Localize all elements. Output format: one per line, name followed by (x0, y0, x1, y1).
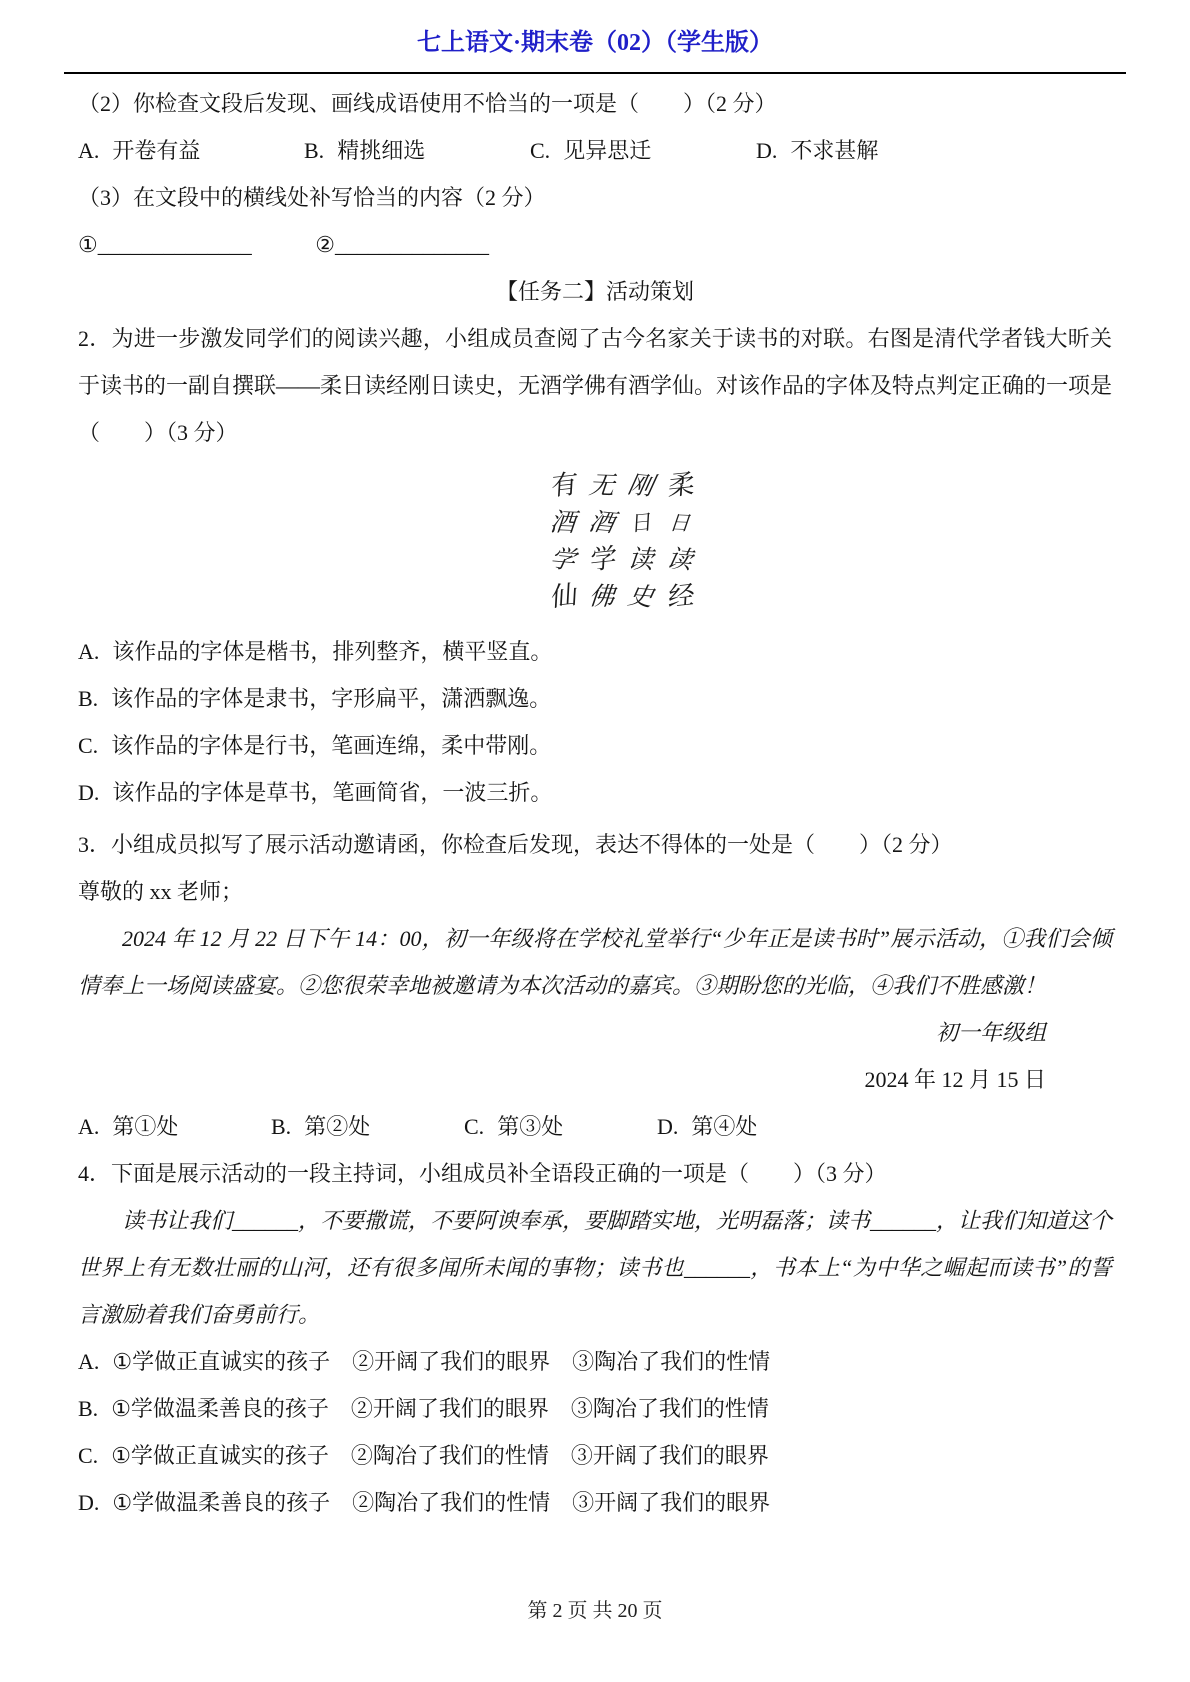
blank-label: ② (315, 232, 335, 257)
calligraphy-char: 有 (546, 469, 579, 503)
option-text: 不求甚解 (790, 138, 879, 163)
option-text: ①学做正直诚实的孩子 ②开阔了我们的眼界 ③陶冶了我们的性情 (112, 1349, 771, 1374)
q4-option-c (78, 1432, 1112, 1479)
q3-stem: 3．小组成员拟写了展示活动邀请函，你检查后发现，表达不得体的一处是（ ）（2 分） (78, 832, 953, 857)
option-label: D. (78, 1490, 100, 1515)
calligraphy-char: 无 (587, 470, 616, 502)
option-text: 该作品的字体是草书，笔画简省，一波三折。 (112, 780, 553, 805)
q1-sub2-stem: （2）你检查文段后发现、画线成语使用不恰当的一项是（ ）（2 分） (78, 91, 777, 116)
calligraphy-char: 日 (627, 509, 654, 537)
calligraphy-char: 史 (625, 581, 656, 613)
option-text: 第④处 (691, 1114, 758, 1139)
header-divider (64, 72, 1126, 74)
option-a (78, 1103, 271, 1150)
q4-paragraph: 读书让我们______，不要撒谎，不要阿谀奉承，要脚踏实地，光明磊落；读书______，让我们知道这个世界上有无数壮丽的山河，还有很多闻所未闻的事物；读书也______，书本上“为中华之崛起而读书”的誓言激励着我们奋勇前行。 (78, 1208, 1113, 1327)
option-b (304, 127, 530, 174)
option-label: D. (78, 780, 100, 805)
option-label: C. (464, 1114, 485, 1139)
option-label: B. (78, 1396, 99, 1421)
option-label: A. (78, 1349, 100, 1374)
option-label: A. (78, 1114, 100, 1139)
calligraphy-char: 刚 (625, 470, 656, 502)
option-label: B. (271, 1114, 292, 1139)
option-text: 开卷有益 (112, 138, 201, 163)
option-label: B. (78, 686, 99, 711)
calligraphy-char: 酒 (586, 507, 617, 539)
calligraphy-char: 读 (664, 544, 695, 576)
page-number: 第 2 页 共 20 页 (527, 1600, 663, 1622)
q4-stem: 4．下面是展示活动的一段主持词，小组成员补全语段正确的一项是（ ）（3 分） (78, 1161, 887, 1186)
calligraphy-char: 学 (547, 544, 578, 576)
q2-option-a (78, 628, 1112, 675)
option-c (530, 127, 756, 174)
letter-date: 2024 年 12 月 15 日 (864, 1067, 1046, 1092)
blank-label: ① (78, 232, 98, 257)
option-a (78, 127, 304, 174)
q2-stem: 2．为进一步激发同学们的阅读兴趣，小组成员查阅了古今名家关于读书的对联。右图是清代学者钱大昕关于读书的一副自撰联——柔日读经刚日读史，无酒学佛有酒学仙。对该作品的字体及特点判定正确的一项是（ ）（3 分） (78, 326, 1113, 445)
option-text: ①学做温柔善良的孩子 ②开阔了我们的眼界 ③陶冶了我们的性情 (111, 1396, 769, 1421)
q1-sub3-blanks (78, 221, 1112, 268)
option-text: 该作品的字体是隶书，字形扁平，潇洒飘逸。 (111, 686, 552, 711)
option-label: A. (78, 639, 100, 664)
blank-line: ______________ (334, 232, 489, 257)
option-c (464, 1103, 657, 1150)
option-text: 该作品的字体是楷书，排列整齐，横平竖直。 (112, 639, 553, 664)
option-d (756, 127, 878, 174)
blank-2 (315, 232, 489, 257)
option-text: 第①处 (112, 1114, 179, 1139)
option-text: ①学做温柔善良的孩子 ②陶冶了我们的性情 ③开阔了我们的眼界 (112, 1490, 771, 1515)
calligraphy-figure (78, 456, 1112, 628)
q4-option-d (78, 1479, 1112, 1526)
q1-sub2-options (78, 127, 1112, 174)
calligraphy-char: 读 (626, 544, 655, 576)
calligraphy-char: 仙 (546, 580, 579, 614)
blank-1 (78, 232, 252, 257)
q2-option-d (78, 769, 1112, 816)
q4-option-a (78, 1338, 1112, 1385)
option-text: 精挑细选 (337, 138, 426, 163)
option-label: C. (78, 1443, 99, 1468)
option-label: C. (530, 138, 551, 163)
calligraphy-image (543, 468, 699, 616)
option-label: D. (657, 1114, 679, 1139)
option-text: ①学做正直诚实的孩子 ②陶冶了我们的性情 ③开阔了我们的眼界 (111, 1443, 769, 1468)
letter-salutation: 尊敬的 xx 老师； (78, 879, 244, 904)
option-label: C. (78, 733, 99, 758)
q4-option-b (78, 1385, 1112, 1432)
option-label: B. (304, 138, 325, 163)
calligraphy-char: 酒 (548, 507, 577, 539)
option-d (657, 1103, 757, 1150)
option-label: D. (756, 138, 778, 163)
letter-body: 2024 年 12 月 22 日下午 14：00，初一年级将在学校礼堂举行“少年正是读书时”展示活动，①我们会倾情奉上一场阅读盛宴。②您很荣幸地被邀请为本次活动的嘉宾。③期盼您的光临，④我们不胜感激！ (78, 926, 1112, 998)
blank-line: ______________ (97, 232, 252, 257)
calligraphy-char: 经 (663, 580, 696, 614)
option-text: 第②处 (304, 1114, 371, 1139)
option-label: A. (78, 138, 100, 163)
calligraphy-char: 日 (668, 510, 691, 536)
q2-option-b (78, 675, 1112, 722)
calligraphy-char: 佛 (587, 581, 616, 613)
q3-options (78, 1103, 1112, 1150)
option-b (271, 1103, 464, 1150)
q2-option-c (78, 722, 1112, 769)
option-text: 该作品的字体是行书，笔画连绵，柔中带刚。 (111, 733, 552, 758)
option-text: 见异思迁 (563, 138, 652, 163)
calligraphy-char: 学 (585, 543, 618, 577)
letter-signature: 初一年级组 (935, 1020, 1046, 1045)
task2-heading: 【任务二】活动策划 (495, 279, 694, 304)
calligraphy-char: 柔 (663, 469, 696, 503)
option-text: 第③处 (497, 1114, 564, 1139)
q1-sub3-stem: （3）在文段中的横线处补写恰当的内容（2 分） (78, 185, 546, 210)
page-title: 七上语文·期末卷（02）（学生版） (416, 30, 773, 56)
